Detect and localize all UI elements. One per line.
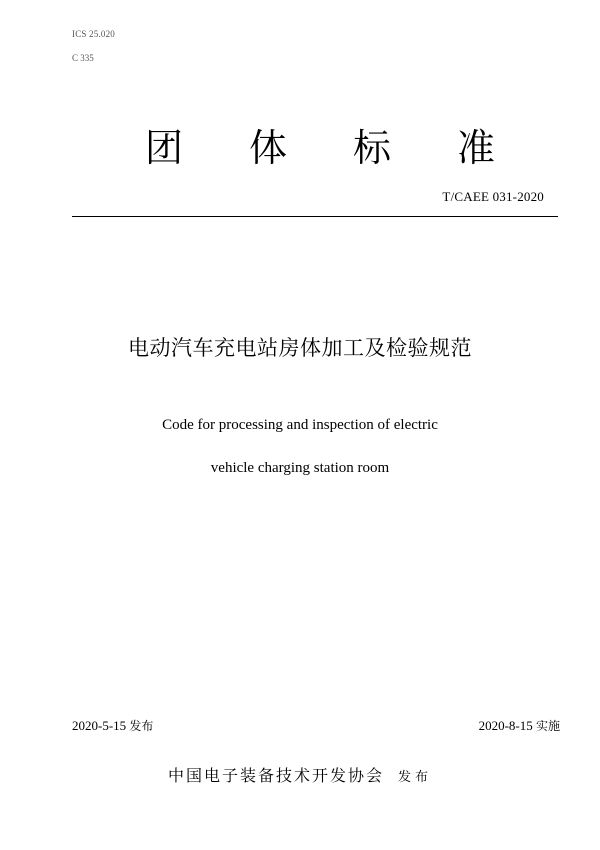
standard-type-char: 团 [145,126,184,170]
document-title-chinese: 电动汽车充电站房体加工及检验规范 [128,336,472,360]
standard-type-title [145,122,495,174]
publisher-action: 发布 [398,770,433,785]
standard-type-char: 体 [248,126,287,170]
implement-date-value: 2020-8-15 [478,718,533,733]
publisher-name: 中国电子装备技术开发协会 [167,766,384,785]
document-title-english-line1: Code for processing and inspection of electric [162,417,438,433]
publish-date-label: 发布 [129,719,154,733]
ics-code: ICS 25.020 [72,29,116,39]
standard-number: T/CAEE 031-2020 [442,189,544,204]
header-divider [72,216,558,217]
publish-date-value: 2020-5-15 [72,718,127,733]
ccs-code: C 335 [72,53,94,63]
implement-date-label: 实施 [535,719,560,733]
implement-date [479,717,560,734]
standard-type-char: 准 [456,126,495,170]
publish-date [72,717,153,734]
standard-type-char: 标 [352,126,391,170]
publisher-line [0,763,600,786]
document-title-english-line2: vehicle charging station room [210,460,390,476]
